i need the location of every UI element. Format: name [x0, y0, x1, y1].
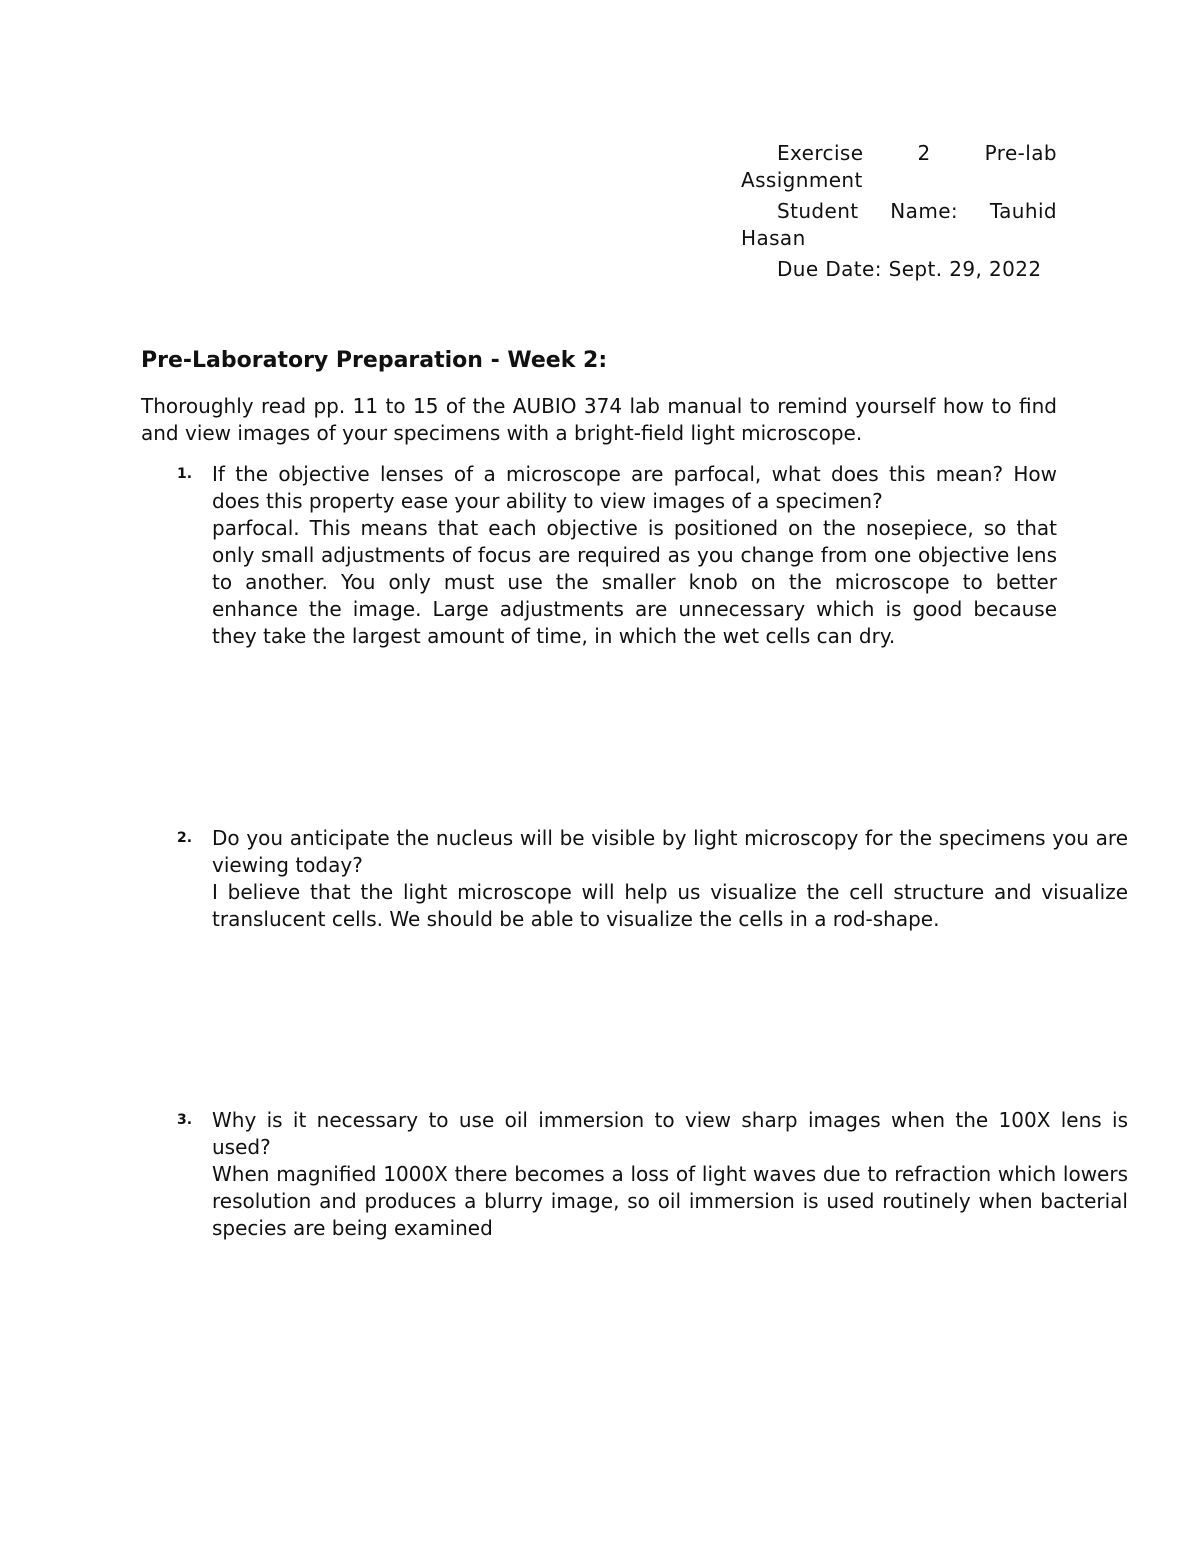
question-text: Do you anticipate the nucleus will be visible by light microscopy for the specimens you are viewing today? — [212, 826, 1128, 877]
answer-text: parfocal. This means that each objective is positioned on the nosepiece, so that only small adjustments of focus are required as you change from one objective lens to another. You only must use the smaller knob on the microscope to better enhance the image. Large adjustments are unnecessary which is good because they take the largest amount of time, in which the wet cells can dry. — [212, 516, 1057, 648]
section-title: Pre-Laboratory Preparation - Week 2: — [141, 348, 608, 373]
question-item-2 — [141, 825, 1128, 933]
question-number: 3. — [177, 1112, 193, 1128]
assignment-header — [741, 140, 1057, 283]
question-item-1 — [141, 461, 1057, 650]
exercise-title: Exercise 2 Pre-lab Assignment — [741, 141, 1057, 192]
question-item-3 — [141, 1107, 1128, 1242]
question-number: 2. — [177, 830, 193, 846]
question-text: If the objective lenses of a microscope are parfocal, what does this mean? How does this property ease your ability to view images of a specimen? — [212, 462, 1057, 513]
question-text: Why is it necessary to use oil immersion to view sharp images when the 100X lens is used? — [212, 1108, 1128, 1159]
answer-text: When magnified 1000X there becomes a loss of light waves due to refraction which lowers resolution and produces a blurry image, so oil immersion is used routinely when bacterial species are being examined — [212, 1162, 1128, 1240]
question-number: 1. — [177, 466, 193, 482]
student-name: Student Name: Tauhid Hasan — [741, 199, 1057, 250]
due-date: Due Date: Sept. 29, 2022 — [777, 257, 1042, 281]
intro-paragraph: Thoroughly read pp. 11 to 15 of the AUBIO 374 lab manual to remind yourself how to find and view images of your specimens with a bright-field light microscope. — [141, 394, 1057, 445]
main-content — [141, 343, 1128, 1240]
answer-text: I believe that the light microscope will help us visualize the cell structure and visualize translucent cells. We should be able to visualize the cells in a rod-shape. — [212, 880, 1128, 931]
